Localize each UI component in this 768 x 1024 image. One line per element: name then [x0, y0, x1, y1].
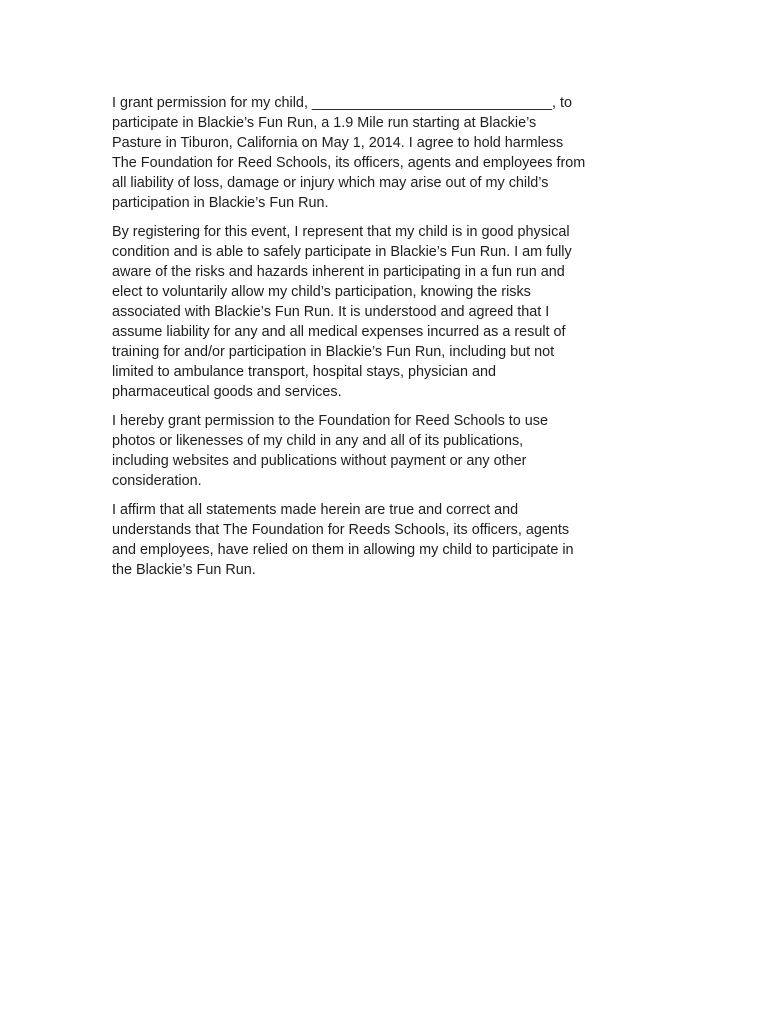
liability-paragraph: By registering for this event, I represent that my child is in good physical condition and is able to safely participate in Blackie’s Fun Run. I am fully aware of the risks and hazards inherent in participating in a fun run and elect to voluntarily allow my child’s participation, knowing the risks associated with Blackie’s Fun Run. It is understood and agreed that I assume liability for any and all medical expenses incurred as a result of training for and/or participation in Blackie’s Fun Run, including but not limited to ambulance transport, hospital stays, physician and pharmaceutical goods and services. — [112, 224, 572, 400]
permission-paragraph: I grant permission for my child, ______________________________, to participate in Blackie’s Fun Run, a 1.9 Mile run starting at Blackie’s Pasture in Tiburon, California on May 1, 2014. I agree to hold harmless The Foundation for Reed Schools, its officers, agents and employees from all liability of loss, damage or injury which may arise out of my child’s participation in Blackie’s Fun Run. — [112, 95, 586, 211]
photo-release-paragraph: I hereby grant permission to the Foundation for Reed Schools to use photos or likenesses of my child in any and all of its publications, including websites and publications without payment or any other consideration. — [112, 413, 548, 489]
waiver-text — [112, 93, 672, 589]
affirmation-paragraph: I affirm that all statements made herein are true and correct and understands that The Foundation for Reeds Schools, its officers, agents and employees, have relied on them in allowing my child to participate in the Blackie’s Fun Run. — [112, 502, 574, 578]
